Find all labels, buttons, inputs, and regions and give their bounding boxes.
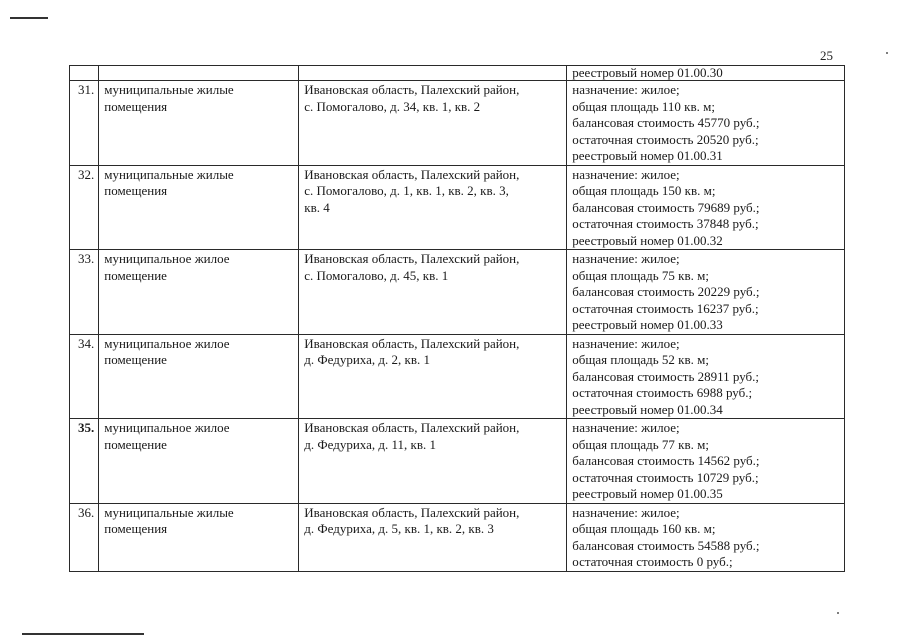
info-line: балансовая стоимость 45770 руб.; <box>572 115 760 130</box>
object-name-line: муниципальное жилое <box>104 420 230 435</box>
info-line: назначение: жилое; <box>572 251 680 266</box>
address-line: Ивановская область, Палехский район, <box>304 504 520 520</box>
table-row <box>70 419 845 504</box>
object-name-line: помещение <box>104 267 167 283</box>
row-number: 35. <box>78 420 95 435</box>
address-line: д. Федуриха, д. 11, кв. 1 <box>304 436 436 452</box>
info-line: реестровый номер 01.00.35 <box>572 486 723 501</box>
cell-info <box>567 165 845 250</box>
scan-speck <box>886 52 888 54</box>
info-line: реестровый номер 01.00.32 <box>572 232 723 248</box>
info-line: остаточная стоимость 0 руб.; <box>572 554 733 569</box>
scan-speck <box>837 612 839 614</box>
info-line: реестровый номер 01.00.33 <box>572 317 723 332</box>
info-line: балансовая стоимость 20229 руб.; <box>572 284 760 299</box>
cell-num <box>70 334 99 419</box>
cell-info <box>567 419 845 504</box>
cell-address <box>299 66 567 81</box>
info-line: балансовая стоимость 79689 руб.; <box>572 199 760 215</box>
cell-num <box>70 250 99 335</box>
bottom-margin-rule <box>22 633 144 635</box>
cell-info <box>567 503 845 571</box>
cell-name <box>99 165 299 250</box>
page-number: 25 <box>820 48 833 63</box>
cell-name <box>99 250 299 335</box>
info-line: реестровый номер 01.00.34 <box>572 401 723 417</box>
cell-info <box>567 81 845 166</box>
object-name-line: помещение <box>104 436 167 452</box>
info-line: общая площадь 77 кв. м; <box>572 436 709 452</box>
info-line: общая площадь 75 кв. м; <box>572 267 709 283</box>
info-line: остаточная стоимость 16237 руб.; <box>572 300 759 316</box>
cell-address <box>299 81 567 166</box>
object-name-line: помещения <box>104 521 168 536</box>
cell-address <box>299 334 567 419</box>
table-row <box>70 81 845 166</box>
continued-row <box>70 66 845 81</box>
object-name-line: помещение <box>104 352 167 367</box>
property-registry-table <box>69 65 845 572</box>
info-line: назначение: жилое; <box>572 166 680 182</box>
info-line: остаточная стоимость 10729 руб.; <box>572 469 759 485</box>
object-name-line: муниципальное жилое <box>104 335 230 351</box>
cell-info <box>567 66 845 81</box>
address-line: с. Помогалово, д. 1, кв. 1, кв. 2, кв. 3, <box>304 183 509 198</box>
registry-body <box>70 66 845 572</box>
info-line: балансовая стоимость 14562 руб.; <box>572 453 760 468</box>
address-line: с. Помогалово, д. 34, кв. 1, кв. 2 <box>304 98 481 114</box>
object-name-line: муниципальные жилые <box>104 82 234 97</box>
object-name-line: муниципальные жилые <box>104 166 234 182</box>
cell-address <box>299 503 567 571</box>
address-line: Ивановская область, Палехский район, <box>304 251 520 266</box>
info-line: реестровый номер 01.00.30 <box>572 65 723 80</box>
cell-name <box>99 503 299 571</box>
cell-address <box>299 250 567 335</box>
cell-info <box>567 334 845 419</box>
cell-num <box>70 165 99 250</box>
address-line: с. Помогалово, д. 45, кв. 1 <box>304 267 449 283</box>
info-line: назначение: жилое; <box>572 420 680 435</box>
info-line: общая площадь 110 кв. м; <box>572 98 715 114</box>
cell-num <box>70 419 99 504</box>
cell-num <box>70 81 99 166</box>
object-name-line: муниципальные жилые <box>104 504 234 520</box>
object-name-line: помещения <box>104 183 168 198</box>
info-line: остаточная стоимость 6988 руб.; <box>572 385 753 400</box>
cell-address <box>299 419 567 504</box>
info-line: балансовая стоимость 54588 руб.; <box>572 537 760 553</box>
table-row <box>70 165 845 250</box>
table-row <box>70 334 845 419</box>
cell-name <box>99 66 299 81</box>
info-line: реестровый номер 01.00.31 <box>572 148 723 163</box>
cell-num <box>70 66 99 81</box>
address-line: д. Федуриха, д. 5, кв. 1, кв. 2, кв. 3 <box>304 521 494 536</box>
info-line: остаточная стоимость 37848 руб.; <box>572 216 759 231</box>
object-name-line: муниципальное жилое <box>104 251 230 266</box>
cell-info <box>567 250 845 335</box>
address-line: Ивановская область, Палехский район, <box>304 335 520 351</box>
address-line: кв. 4 <box>304 199 330 215</box>
table-row <box>70 250 845 335</box>
info-line: назначение: жилое; <box>572 335 680 351</box>
cell-name <box>99 81 299 166</box>
row-number: 33. <box>78 251 95 266</box>
row-number: 34. <box>78 335 95 351</box>
cell-address <box>299 165 567 250</box>
info-line: назначение: жилое; <box>572 504 680 520</box>
object-name-line: помещения <box>104 98 168 114</box>
address-line: Ивановская область, Палехский район, <box>304 82 520 97</box>
address-line: Ивановская область, Палехский район, <box>304 166 520 182</box>
info-line: балансовая стоимость 28911 руб.; <box>572 368 760 384</box>
cell-name <box>99 334 299 419</box>
address-line: Ивановская область, Палехский район, <box>304 420 520 435</box>
row-number: 36. <box>78 504 95 520</box>
top-margin-rule <box>10 17 48 19</box>
row-number: 32. <box>78 166 95 182</box>
cell-name <box>99 419 299 504</box>
row-number: 31. <box>78 82 95 97</box>
table-row <box>70 503 845 571</box>
info-line: общая площадь 150 кв. м; <box>572 183 716 198</box>
address-line: д. Федуриха, д. 2, кв. 1 <box>304 352 430 367</box>
info-line: назначение: жилое; <box>572 82 680 97</box>
info-line: общая площадь 160 кв. м; <box>572 521 716 536</box>
cell-num <box>70 503 99 571</box>
info-line: остаточная стоимость 20520 руб.; <box>572 131 759 147</box>
info-line: общая площадь 52 кв. м; <box>572 352 709 367</box>
